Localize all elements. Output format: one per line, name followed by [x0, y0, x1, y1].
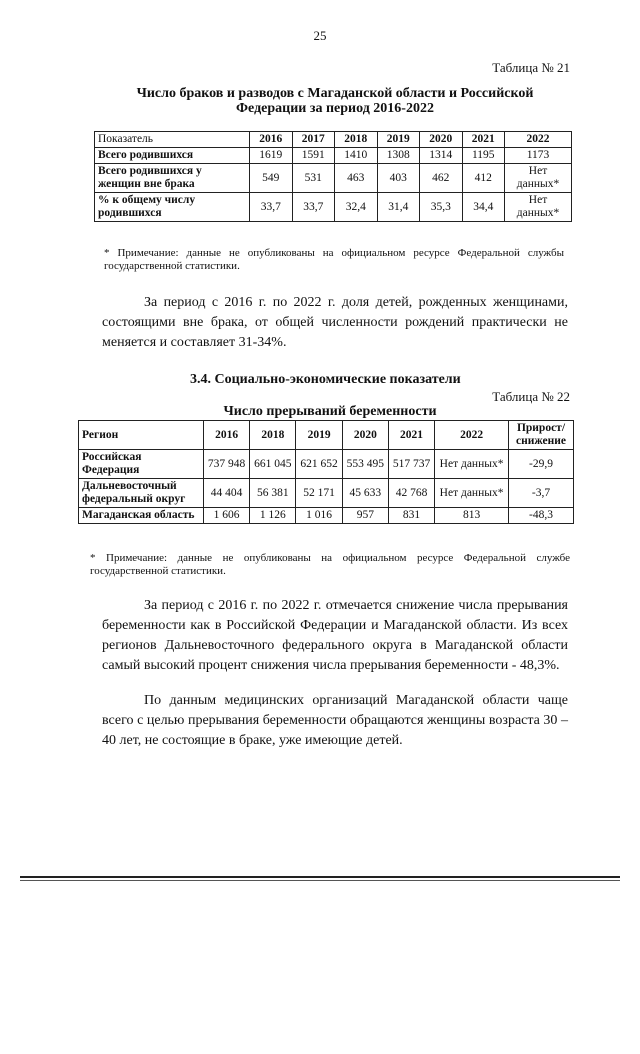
table-header-cell: 2019	[296, 421, 342, 450]
table-header-cell: 2016	[204, 421, 250, 450]
paragraph-1: За период с 2016 г. по 2022 г. доля детей, рожденных женщинами, состоящими вне брака, от общей численности рождений практически не меняется и составляет 31-34%.	[102, 295, 568, 350]
table-cell: 621 652	[296, 450, 342, 479]
table-header-cell: 2016	[250, 132, 293, 148]
table-cell: 831	[388, 508, 434, 524]
table-cell: 957	[342, 508, 388, 524]
table-header-cell: 2020	[420, 132, 463, 148]
table-row	[95, 193, 572, 222]
table-header-cell: 2022	[505, 132, 572, 148]
section-title: 3.4. Социально-экономические показатели	[190, 372, 461, 387]
table-cell: 32,4	[335, 193, 378, 222]
table-cell: Нет данных*	[435, 450, 509, 479]
table-22	[78, 420, 574, 524]
table-cell: 44 404	[204, 479, 250, 508]
table-cell: 34,4	[462, 193, 505, 222]
table-cell: 737 948	[204, 450, 250, 479]
table-row	[95, 132, 572, 148]
table-row	[79, 450, 574, 479]
table-cell: 1 126	[250, 508, 296, 524]
table-22-caption: Таблица № 22	[492, 389, 570, 404]
table-cell: 661 045	[250, 450, 296, 479]
table-cell: 1314	[420, 148, 463, 164]
table-21-note: * Примечание: данные не опубликованы на официальном ресурсе Федеральной службы государственной статистики.	[104, 247, 564, 272]
table-cell: 33,7	[292, 193, 335, 222]
page-number: 25	[313, 28, 327, 43]
bottom-rule	[20, 880, 620, 881]
table-cell: Нет данных*	[505, 164, 572, 193]
table-header-cell: 2021	[462, 132, 505, 148]
table-cell: 517 737	[388, 450, 434, 479]
table-header-cell: 2017	[292, 132, 335, 148]
table-cell: 463	[335, 164, 378, 193]
table-header-cell: 2018	[250, 421, 296, 450]
table-cell: 412	[462, 164, 505, 193]
table-header-cell: 2019	[377, 132, 420, 148]
table-cell: 1410	[335, 148, 378, 164]
table-cell: 1 606	[204, 508, 250, 524]
table-cell: 813	[435, 508, 509, 524]
table-cell: Всего родившихся	[95, 148, 250, 164]
table-cell: -48,3	[509, 508, 574, 524]
table-22-title: Число прерываний беременности	[223, 404, 437, 419]
table-cell: 45 633	[342, 479, 388, 508]
table-22-note: * Примечание: данные не опубликованы на официальном ресурсе Федеральной службе государственной статистики.	[90, 552, 570, 577]
table-cell: 1619	[250, 148, 293, 164]
table-row	[95, 148, 572, 164]
table-cell: 403	[377, 164, 420, 193]
table-header-cell: Показатель	[95, 132, 250, 148]
table-cell: 549	[250, 164, 293, 193]
table-cell: -29,9	[509, 450, 574, 479]
table-cell: 531	[292, 164, 335, 193]
table-cell: 1308	[377, 148, 420, 164]
table-cell: Нет данных*	[505, 193, 572, 222]
table-row	[95, 164, 572, 193]
bottom-rule	[20, 876, 620, 878]
table-cell: 52 171	[296, 479, 342, 508]
paragraph-3: По данным медицинских организаций Магаданской области чаще всего с целью прерывания беременности обращаются женщины возраста 30 – 40 лет, не состоящие в браке, уже имеющие детей.	[102, 693, 568, 748]
table-cell: 1 016	[296, 508, 342, 524]
table-cell: Магаданская область	[79, 508, 204, 524]
table-cell: % к общему числу родившихся	[95, 193, 250, 222]
table-header-cell: 2020	[342, 421, 388, 450]
table-row	[79, 421, 574, 450]
table-cell: 31,4	[377, 193, 420, 222]
table-header-cell: Прирост/ снижение	[509, 421, 574, 450]
table-cell: 56 381	[250, 479, 296, 508]
table-header-cell: Регион	[79, 421, 204, 450]
table-cell: -3,7	[509, 479, 574, 508]
table-cell: 1173	[505, 148, 572, 164]
table-cell: Дальневосточный федеральный округ	[79, 479, 204, 508]
table-cell: 33,7	[250, 193, 293, 222]
table-row	[79, 508, 574, 524]
table-cell: 1195	[462, 148, 505, 164]
table-row	[79, 479, 574, 508]
table-21-caption: Таблица № 21	[492, 60, 570, 75]
table-cell: 42 768	[388, 479, 434, 508]
table-cell: 553 495	[342, 450, 388, 479]
table-21	[94, 131, 572, 222]
table-cell: 1591	[292, 148, 335, 164]
table-cell: Нет данных*	[435, 479, 509, 508]
table-header-cell: 2018	[335, 132, 378, 148]
table-cell: 35,3	[420, 193, 463, 222]
table-cell: Российская Федерация	[79, 450, 204, 479]
table-cell: 462	[420, 164, 463, 193]
paragraph-2: За период с 2016 г. по 2022 г. отмечается снижение числа прерывания беременности как в Российской Федерации и Магаданской области. Из всех регионов Дальневосточного федерального округа в Магаданской области самый высокий процент снижения числа прерывания беременности - 48,3%.	[102, 598, 568, 673]
table-cell: Всего родившихся у женщин вне брака	[95, 164, 250, 193]
table-header-cell: 2022	[435, 421, 509, 450]
table-21-title: Число браков и разводов с Магаданской области и Российской Федерации за период 2016-2022	[136, 86, 534, 116]
table-header-cell: 2021	[388, 421, 434, 450]
